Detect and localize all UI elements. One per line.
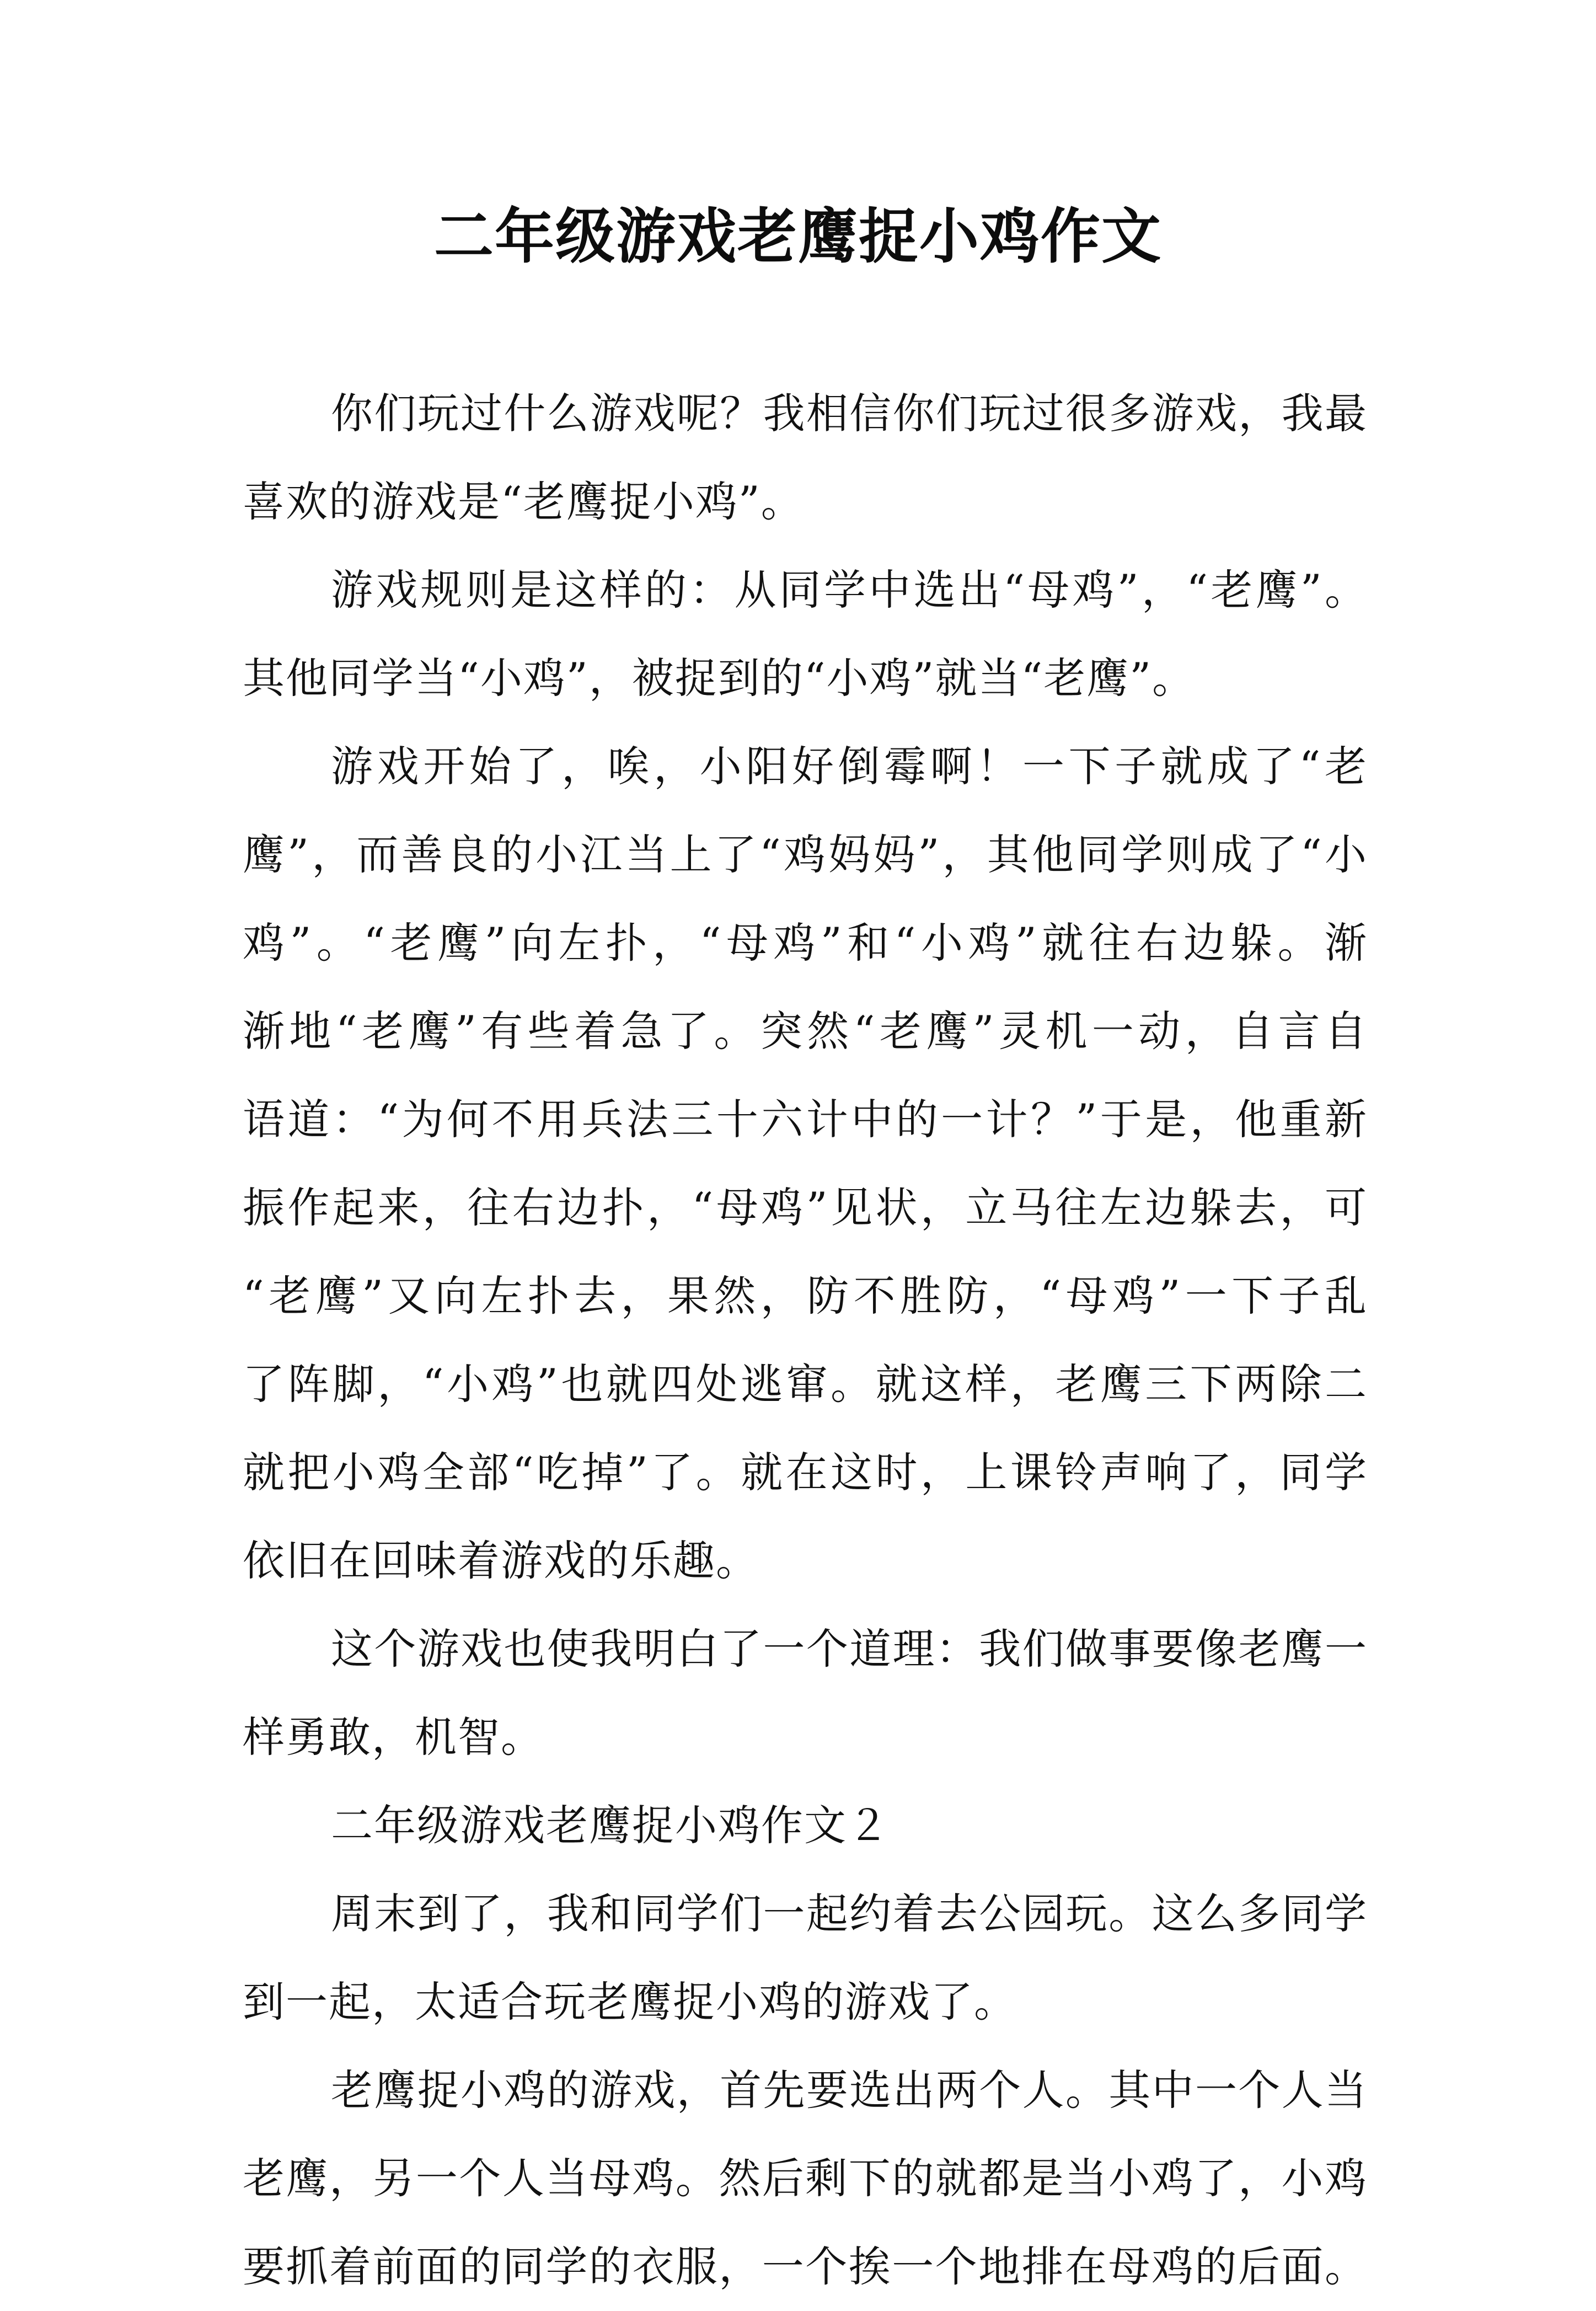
text-line: 振作起来，往右边扑，“母鸡”见状，立马往左边躲去，可 (243, 1183, 1368, 1232)
section-heading-essay-2 (243, 1782, 1368, 1870)
text-line: 老鹰，另一个人当母鸡。然后剩下的就都是当小鸡了，小鸡 (243, 2154, 1368, 2203)
text-line: 游戏开始了，唉，小阳好倒霉啊！一下子就成了“老 (331, 742, 1368, 791)
text-line: 游戏规则是这样的：从同学中选出“母鸡”，“老鹰”。 (331, 565, 1368, 614)
text-line: 鸡”。“老鹰”向左扑，“母鸡”和“小鸡”就往右边躲。渐 (243, 918, 1368, 967)
text-line: 周末到了，我和同学们一起约着去公园玩。这么多同学 (331, 1889, 1368, 1938)
text-line: 了阵脚，“小鸡”也就四处逃窜。就这样，老鹰三下两除二 (243, 1360, 1368, 1409)
text-line: 老鹰捉小鸡的游戏，首先要选出两个人。其中一个人当 (331, 2066, 1368, 2115)
document-title: 二年级游戏老鹰捉小鸡作文 (433, 202, 1162, 271)
text-line: “老鹰”又向左扑去，果然，防不胜防，“母鸡”一下子乱 (243, 1271, 1368, 1320)
text-line: 渐地“老鹰”有些着急了。突然“老鹰”灵机一动，自言自 (243, 1007, 1368, 1056)
text-line: 你们玩过什么游戏呢？我相信你们玩过很多游戏，我最 (331, 389, 1368, 438)
text-line: 到一起，太适合玩老鹰捉小鸡的游戏了。 (243, 1977, 1017, 2026)
text-line: 就把小鸡全部“吃掉”了。就在这时，上课铃声响了，同学 (243, 1448, 1368, 1497)
paragraph-rules (243, 546, 1368, 723)
text-line: 样勇敢，机智。 (243, 1713, 544, 1762)
text-line: 喜欢的游戏是“老鹰捉小鸡”。 (243, 477, 804, 526)
paragraph-intro (243, 370, 1368, 546)
document-body (243, 370, 1368, 2311)
paragraph-weekend (243, 1870, 1368, 2046)
paragraph-lesson (243, 1605, 1368, 1782)
text-line: 鹰”，而善良的小江当上了“鸡妈妈”，其他同学则成了“小 (243, 830, 1368, 879)
text-line: 这个游戏也使我明白了一个道理：我们做事要像老鹰一 (331, 1624, 1368, 1673)
paragraph-how-to-play (243, 2046, 1368, 2311)
paragraph-game-story (243, 723, 1368, 1605)
text-line: 二年级游戏老鹰捉小鸡作文２ (331, 1801, 890, 1850)
text-line: 语道：“为何不用兵法三十六计中的一计？”于是，他重新 (243, 1095, 1368, 1144)
text-line: 其他同学当“小鸡”，被捉到的“小鸡”就当“老鹰”。 (243, 654, 1196, 703)
text-line: 依旧在回味着游戏的乐趣。 (243, 1536, 759, 1585)
text-line: 要抓着前面的同学的衣服，一个挨一个地排在母鸡的后面。 (243, 2242, 1368, 2291)
